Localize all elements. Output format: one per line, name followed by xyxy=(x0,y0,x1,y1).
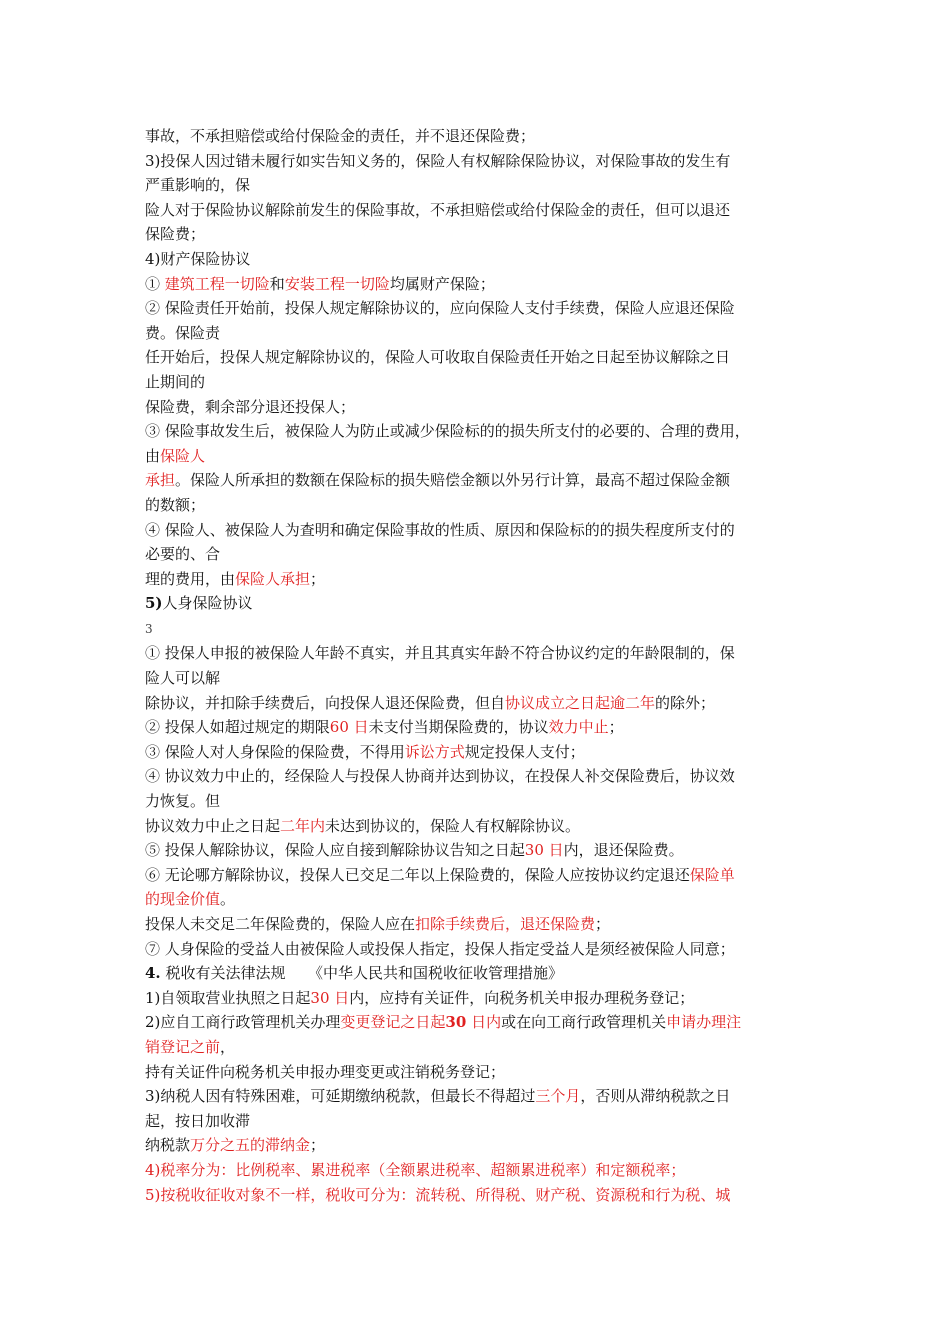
text-line xyxy=(145,1133,813,1158)
text-segment: 内，退还保险费。 xyxy=(563,841,684,860)
text-line xyxy=(145,493,813,518)
highlighted-text: 保险人承担 xyxy=(235,569,311,588)
highlighted-text: 保险单 xyxy=(689,865,735,884)
text-segment: ① xyxy=(145,274,165,293)
text-segment: ④ 保险人、被保险人为查明和确定保险事故的性质、原因和保险标的的损失程度所支付的 xyxy=(145,520,735,539)
text-segment: 和 xyxy=(269,274,285,293)
text-segment: 规定投保人支付； xyxy=(464,742,585,761)
text-segment: 未达到协议的，保险人有权解除协议。 xyxy=(325,816,581,835)
text-line xyxy=(145,691,813,716)
text-segment: 纳税款 xyxy=(145,1136,191,1155)
text-segment: 税收有关法律法规 《中华人民共和国税收征收管理措施》 xyxy=(160,964,563,983)
text-line xyxy=(145,764,813,789)
highlighted-text: 诉讼方式 xyxy=(404,742,465,761)
highlighted-text: 5)按税收征收对象不一样，税收可分为：流转税、所得税、财产税、资源税和行为税、城 xyxy=(145,1185,731,1204)
text-segment: 保险费； xyxy=(145,225,206,244)
text-line xyxy=(145,518,813,543)
text-segment: 3)纳税人因有特殊困难，可延期缴纳税款，但最长不得超过 xyxy=(145,1087,536,1106)
text-line xyxy=(145,666,813,691)
text-line xyxy=(145,838,813,863)
highlighted-text: 保险人 xyxy=(160,446,206,465)
text-line xyxy=(145,912,813,937)
highlighted-text: 安装工程一切险 xyxy=(284,274,390,293)
text-segment: 由 xyxy=(145,446,161,465)
text-segment: ④ 协议效力中止的，经保险人与投保人协商并达到协议，在投保人补交保险费后，协议效 xyxy=(145,767,735,786)
text-segment: 费。保险责 xyxy=(145,323,221,342)
text-line xyxy=(145,1109,813,1134)
text-segment: 4)财产保险协议 xyxy=(145,249,251,268)
text-line xyxy=(145,296,813,321)
text-line xyxy=(145,740,813,765)
text-segment: 任开始后，投保人规定解除协议的，保险人可收取自保险责任开始之日起至协议解除之日 xyxy=(145,348,731,367)
text-line xyxy=(145,937,813,962)
text-segment: 1)自领取营业执照之日起 xyxy=(145,988,311,1007)
text-line xyxy=(145,1060,813,1085)
text-line xyxy=(145,124,813,149)
highlighted-text: 三个月 xyxy=(535,1087,581,1106)
document-body xyxy=(145,124,813,1207)
highlighted-text: 30 日 xyxy=(310,988,350,1007)
highlighted-text: 建筑工程一切险 xyxy=(164,274,270,293)
text-line xyxy=(145,616,813,642)
text-segment: ⑥ 无论哪方解除协议，投保人已交足二年以上保险费的，保险人应按协议约定退还 xyxy=(145,865,690,884)
highlighted-text: 万分之五的滞纳金 xyxy=(190,1136,311,1155)
text-segment: ① 投保人申报的被保险人年龄不真实，并且其真实年龄不符合协议约定的年龄限制的，保 xyxy=(145,644,735,663)
text-segment: 4. xyxy=(145,964,161,983)
text-segment: 3)投保人因过错未履行如实告知义务的，保险人有权解除保险协议，对保险事故的发生有 xyxy=(145,151,731,170)
text-segment: 持有关证件向税务机关申报办理变更或注销税务登记； xyxy=(145,1062,506,1081)
text-line xyxy=(145,1010,813,1035)
text-line xyxy=(145,419,813,444)
text-segment: 力恢复。但 xyxy=(145,792,221,811)
text-segment: 未支付当期保险费的，协议 xyxy=(368,718,549,737)
highlighted-text: 30 日 xyxy=(524,841,564,860)
text-segment: 保险费，剩余部分退还投保人； xyxy=(145,397,356,416)
text-segment: 严重影响的，保 xyxy=(145,176,251,195)
text-segment: ； xyxy=(310,1136,326,1155)
text-line xyxy=(145,444,813,469)
highlighted-text: 效力中止 xyxy=(548,718,609,737)
text-segment: ； xyxy=(310,569,326,588)
text-segment: 投保人未交足二年保险费的，保险人应在 xyxy=(145,915,416,933)
text-segment: 险人可以解 xyxy=(145,669,221,688)
text-segment: 或在向工商行政管理机关 xyxy=(501,1013,667,1032)
text-segment: ； xyxy=(608,718,624,737)
text-segment: ② 投保人如超过规定的期限 xyxy=(145,718,330,737)
text-line xyxy=(145,1084,813,1109)
text-segment: 必要的、合 xyxy=(145,545,221,564)
highlighted-text: 协议成立之日起逾二年 xyxy=(505,693,656,712)
text-segment: 3 xyxy=(145,621,153,636)
highlighted-text: 日内 xyxy=(466,1013,502,1032)
text-segment: 2)应自工商行政管理机关办理 xyxy=(145,1013,341,1032)
text-line xyxy=(145,789,813,814)
highlighted-text: 二年内 xyxy=(280,816,326,835)
text-segment: ； xyxy=(595,915,611,933)
text-line xyxy=(145,986,813,1011)
text-segment: 的除外； xyxy=(655,693,716,712)
text-line xyxy=(145,567,813,592)
highlighted-text: 销登记之前 xyxy=(145,1037,221,1056)
highlighted-text: 的现金价值 xyxy=(145,890,221,909)
text-segment: 内，应持有关证件，向税务机关申报办理税务登记； xyxy=(349,988,695,1007)
text-segment: 均属财产保险； xyxy=(389,274,495,293)
highlighted-text: 申请办理注 xyxy=(666,1013,742,1032)
text-line xyxy=(145,173,813,198)
text-line xyxy=(145,149,813,174)
text-segment: 的数额； xyxy=(145,495,206,514)
text-segment: 起，按日加收滞 xyxy=(145,1111,251,1130)
text-line xyxy=(145,345,813,370)
highlighted-text: 变更登记之日起 xyxy=(340,1013,446,1032)
text-line xyxy=(145,395,813,420)
text-segment: ③ 保险人对人身保险的保险费，不得用 xyxy=(145,742,405,761)
text-line xyxy=(145,1183,813,1208)
text-line xyxy=(145,887,813,912)
text-line xyxy=(145,1158,813,1183)
text-segment: 协议效力中止之日起 xyxy=(145,816,281,835)
highlighted-text: 扣除手续费后，退还保险费 xyxy=(415,915,596,933)
text-line xyxy=(145,961,813,986)
text-line xyxy=(145,247,813,272)
text-line xyxy=(145,468,813,493)
text-line xyxy=(145,715,813,740)
text-segment: ② 保险责任开始前，投保人规定解除协议的，应向保险人支付手续费，保险人应退还保险 xyxy=(145,299,735,318)
text-line xyxy=(145,272,813,297)
text-segment: ⑤ 投保人解除协议，保险人应自接到解除协议告知之日起 xyxy=(145,841,525,860)
text-segment: 。保险人所承担的数额在保险标的损失赔偿金额以外另行计算，最高不超过保险金额 xyxy=(175,471,731,490)
text-line xyxy=(145,370,813,395)
text-line xyxy=(145,321,813,346)
text-segment: ③ 保险事故发生后，被保险人为防止或减少保险标的的损失所支付的必要的、合理的费用， xyxy=(145,422,750,441)
text-segment: 理的费用，由 xyxy=(145,569,236,588)
highlighted-text: 60 日 xyxy=(329,718,369,737)
text-line xyxy=(145,814,813,839)
highlighted-text: 4)税率分为：比例税率、累进税率（全额累进税率、超额累进税率）和定额税率； xyxy=(145,1160,686,1179)
text-segment: ， xyxy=(220,1037,236,1056)
text-line xyxy=(145,542,813,567)
text-segment: ⑦ 人身保险的受益人由被保险人或投保人指定，投保人指定受益人是须经被保险人同意； xyxy=(145,939,735,958)
text-segment: 除协议，并扣除手续费后，向投保人退还保险费，但自 xyxy=(145,693,506,712)
highlighted-text: 30 xyxy=(445,1013,467,1032)
text-segment: 人身保险协议 xyxy=(162,594,253,613)
text-segment: 。 xyxy=(220,890,236,909)
text-line xyxy=(145,591,813,616)
text-line xyxy=(145,641,813,666)
text-segment: 5) xyxy=(145,594,163,613)
text-segment: ，否则从滞纳税款之日 xyxy=(580,1087,731,1106)
text-segment: 止期间的 xyxy=(145,372,206,391)
text-segment: 险人对于保险协议解除前发生的保险事故，不承担赔偿或给付保险金的责任，但可以退还 xyxy=(145,200,731,219)
text-line xyxy=(145,198,813,223)
text-line xyxy=(145,1035,813,1060)
highlighted-text: 承担 xyxy=(145,471,176,490)
text-segment: 事故，不承担赔偿或给付保险金的责任，并不退还保险费； xyxy=(145,127,536,145)
text-line xyxy=(145,863,813,888)
text-line xyxy=(145,222,813,247)
